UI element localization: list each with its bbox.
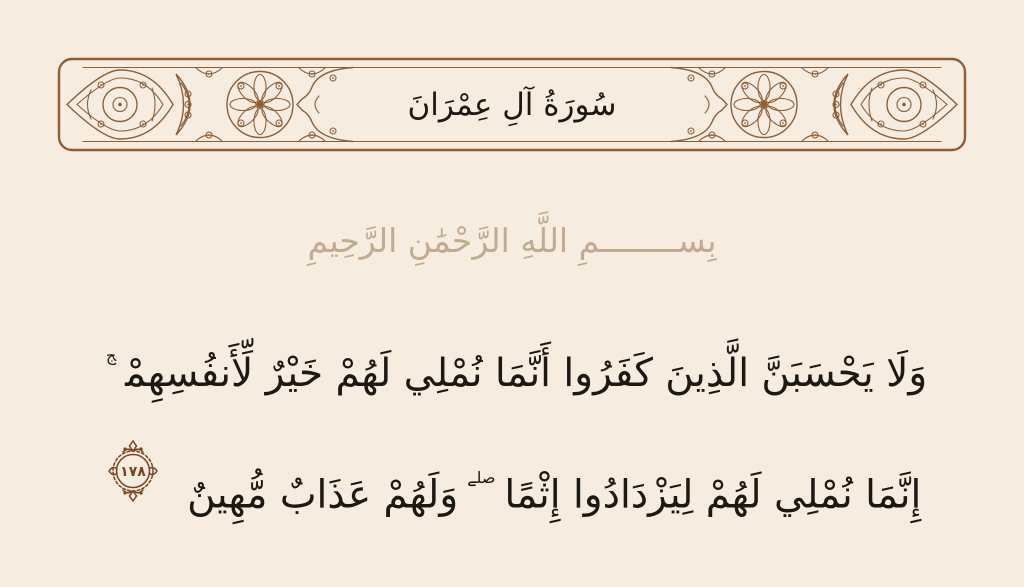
bismillah-text: بِســــــــمِ اللَّهِ الرَّحْمَٰنِ الرَّحِيمِ <box>307 221 717 260</box>
verse-line-1 <box>12 322 1012 433</box>
surah-header-banner <box>57 57 967 152</box>
ayah-number-medallion-icon <box>105 433 161 551</box>
verse-line-2b-text: وَلَهُمْ عَذَابٌ مُّهِينٌ <box>187 472 459 518</box>
verse-line-2 <box>12 433 1012 562</box>
verse-line-1-text: وَلَا يَحْسَبَنَّ الَّذِينَ كَفَرُوا أَنَّمَا نُمْلِي لَهُمْ خَيْرٌ لِّأَنفُسِهِمْ <box>125 351 928 396</box>
verse-block <box>12 322 1012 562</box>
ayah-number: ١٧٨ <box>119 464 146 480</box>
surah-title: سُورَةُ آلِ عِمْرَانَ <box>407 86 617 123</box>
pause-mark-sali: صلے <box>467 467 496 487</box>
verse-line-2a-text: إِنَّمَا نُمْلِي لَهُمْ لِيَزْدَادُوا إِثْمًا <box>504 472 922 518</box>
pause-mark-jeem: ج <box>105 346 117 365</box>
